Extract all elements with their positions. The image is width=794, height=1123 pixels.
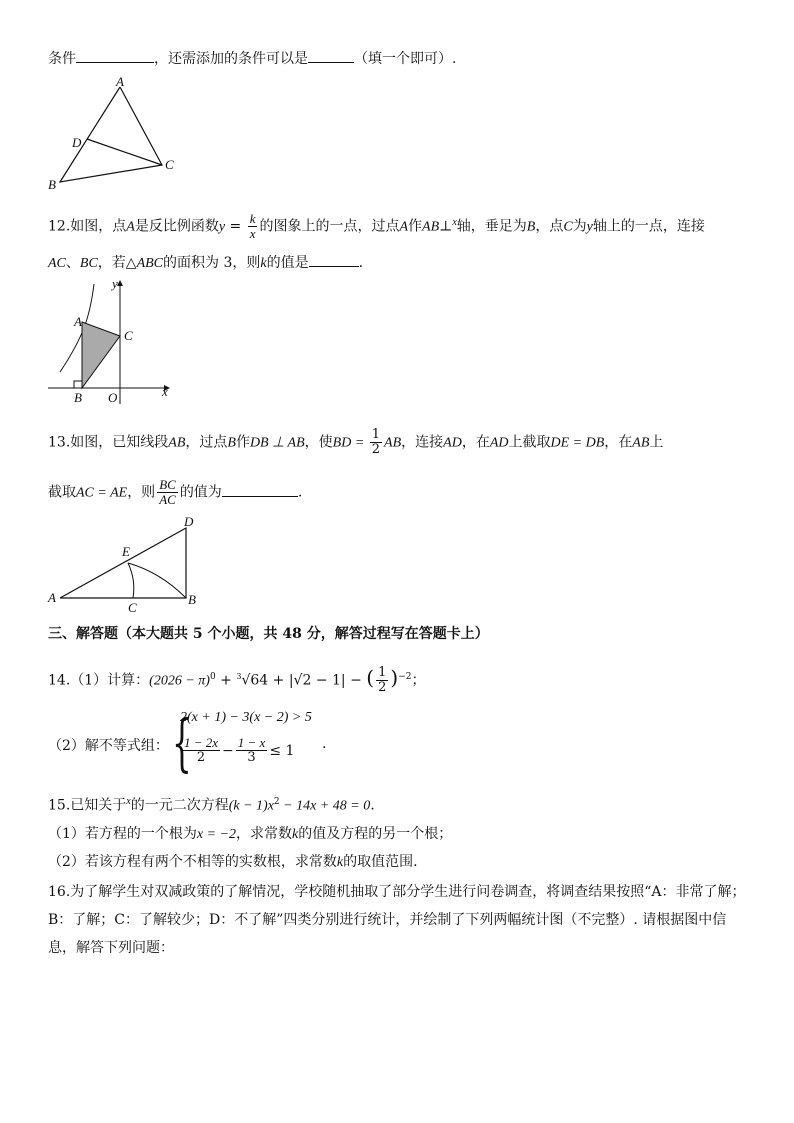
fraction-half [376, 666, 388, 695]
triangle-symbol: △ [125, 255, 137, 271]
q15-text: 的一元二次方程 [130, 797, 229, 814]
var-AD: AD [443, 435, 462, 451]
expr-ac-ae: AC = AE [76, 485, 128, 501]
frac-den: 2 [378, 680, 387, 695]
q15-text: 15.已知关于 [48, 797, 127, 814]
label-A: A [48, 590, 56, 605]
var-y: y [586, 219, 593, 235]
q12-text: 12.如图，点 [48, 218, 127, 235]
var-AB: AB [168, 435, 186, 451]
fraction [236, 736, 268, 765]
var-AB: AB [384, 435, 402, 451]
perp-symbol: ⊥ [439, 218, 453, 235]
q11-line [48, 48, 456, 69]
label-E: E [122, 544, 130, 559]
q15-text: ，求常数 [236, 826, 293, 842]
paren: ) [390, 665, 399, 690]
q12-line-1 [48, 212, 705, 241]
frac-den: 3 [247, 750, 256, 765]
frac-den: 2 [371, 442, 381, 457]
q12-text: ，若 [97, 255, 126, 271]
q13-text: . [297, 484, 303, 501]
var-B: B [526, 219, 536, 235]
q12-text: = [225, 218, 246, 235]
label-C: C [128, 600, 137, 615]
label-D: D [184, 514, 194, 529]
var-A: A [399, 219, 409, 235]
q12-text: 为 [572, 218, 587, 235]
var-k: k [292, 827, 299, 842]
frac-den: x [249, 226, 256, 241]
q12-text: 轴，垂足为 [456, 218, 527, 235]
var-AB: AB [422, 219, 440, 235]
q13-text: ，则 [127, 484, 156, 501]
q13-text: ，连接 [401, 434, 444, 451]
q15-text: . [370, 797, 375, 814]
frac-num: 1 [378, 665, 387, 680]
exponent: 2 [273, 797, 280, 807]
q14-text: ； [411, 672, 426, 689]
expr-de-db: DE = DB [550, 435, 605, 451]
equation: − 14x + 48 = 0 [279, 798, 371, 814]
expr-root: x = −2 [196, 827, 237, 842]
op: + [215, 672, 237, 689]
label-B: B [48, 177, 56, 192]
q13-text: 13.如图，已知线段 [48, 434, 169, 451]
label-D: D [72, 135, 82, 150]
frac-den: 2 [196, 750, 206, 765]
frac-num: 1 − 2x [184, 735, 219, 750]
fraction-half [370, 428, 382, 457]
q14-label: 14.（1）计算： [48, 672, 150, 689]
q11-text: 条件 [48, 51, 76, 67]
frac-den: AC [159, 492, 176, 507]
label-B: B [74, 390, 82, 405]
answer-blank[interactable] [76, 48, 154, 63]
answer-blank[interactable] [222, 482, 298, 497]
var-A: A [126, 219, 135, 235]
label-C: C [165, 157, 174, 172]
q16-line-1: 16.为了解学生对双减政策的了解情况，学校随机抽取了部分学生进行问卷调查，将调查结果按照“A：非常了解； [48, 884, 746, 900]
label-A: A [74, 314, 82, 329]
exponent: −2 [398, 671, 412, 682]
q11-text: （填一个即可）. [354, 51, 457, 67]
q13-line-1 [48, 428, 663, 457]
fraction [182, 736, 220, 765]
q15-text: 的取值范围. [343, 854, 418, 870]
var-k: k [336, 855, 344, 870]
answer-blank[interactable] [309, 252, 359, 267]
brace: { [172, 706, 192, 779]
q15-text: 的值及方程的另一个根； [298, 826, 453, 842]
q13-text: ，过点 [185, 434, 228, 451]
fraction-k-over-x [248, 212, 258, 241]
label-B: B [188, 592, 196, 607]
var-AB: AB [632, 435, 650, 451]
label-C: C [124, 328, 133, 343]
q13-line-2 [48, 478, 302, 507]
q12-text: ，点 [535, 218, 564, 235]
q13-text: ，使 [304, 434, 333, 451]
abs-expr: |√2 − 1| [288, 672, 346, 689]
figure-triangle-abc [40, 72, 190, 192]
q12-text: 的图象上的一点，过点 [259, 218, 400, 235]
frac-num: 1 − x [237, 735, 266, 750]
inequality-2 [180, 736, 294, 765]
section-heading: 三、解答题（本大题共 5 个小题，共 48 分，解答过程写在答题卡上） [48, 626, 489, 642]
q16-line-2: B：了解；C：了解较少；D：不了解”四类分别进行统计，并绘制了下列两幅统计图（不完整）. 请根据图中信 [48, 912, 727, 928]
q12-text: 、 [65, 255, 80, 271]
q13-text: 作 [235, 434, 250, 451]
q14-part1 [48, 666, 425, 695]
expr-bd: BD = [332, 435, 368, 451]
q15-text: （1）若方程的一个根为 [48, 826, 197, 842]
inequality-1: 2(x + 1) − 3(x − 2) > 5 [180, 710, 312, 725]
root-index: 3 [236, 671, 242, 681]
q16-line-3: 息，解答下列问题： [48, 940, 174, 956]
var-C: C [563, 219, 573, 235]
q12-text: 的面积为 3，则 [163, 255, 261, 271]
q12-line-2 [48, 252, 363, 274]
var-k: k [260, 256, 267, 271]
var-x: x [126, 796, 131, 807]
q13-text: 的值为 [179, 484, 222, 501]
q12-text: 是反比例函数 [134, 218, 219, 235]
frac-num: k [249, 211, 256, 226]
op: − [222, 742, 234, 759]
label-A: A [116, 74, 124, 89]
q14-part2-label: （2）解不等式组： [48, 738, 169, 754]
q12-text: . [358, 255, 364, 271]
var-B: B [227, 435, 236, 451]
q15-part1 [48, 824, 452, 845]
q13-text: 上 [649, 434, 664, 451]
paren: ( [366, 665, 375, 690]
var-AC: AC [48, 256, 66, 271]
cube-root-64: √64 [241, 672, 269, 689]
label-x: x [162, 384, 168, 399]
q11-text: ，还需添加的条件可以是 [154, 51, 308, 67]
expr-2026-minus-pi: (2026 − π) [149, 673, 210, 689]
figure-segment-construction [40, 512, 210, 616]
var-ABC: ABC [136, 256, 164, 271]
q15-text: （2）若该方程有两个不相等的实数根，求常数 [48, 854, 337, 870]
exponent: 0 [209, 671, 216, 682]
label-O: O [108, 390, 118, 405]
q12-text: 的值是 [266, 255, 309, 271]
op: ≤ 1 [269, 742, 295, 759]
q13-text: 截取 [48, 484, 76, 501]
op: − [345, 672, 367, 689]
frac-num: BC [159, 477, 176, 492]
q12-text: 轴上的一点，连接 [592, 218, 705, 235]
fraction-bc-ac [157, 478, 178, 507]
answer-blank[interactable] [308, 48, 354, 63]
q14-text: . [322, 736, 327, 752]
label-y: y [112, 276, 118, 291]
op: + [268, 672, 289, 689]
q15-part2 [48, 852, 418, 873]
q13-text: ，在 [604, 434, 633, 451]
equation: (k − 1)x [228, 798, 274, 814]
q13-text: 上截取 [508, 434, 551, 451]
var-AD: AD [489, 435, 509, 451]
expr-db-perp-ab: DB ⊥ AB [249, 435, 305, 451]
figure-inverse-function [40, 276, 180, 408]
q12-text: 作 [408, 218, 423, 235]
var-y: y [218, 219, 226, 235]
q13-text: ，在 [461, 434, 490, 451]
frac-num: 1 [371, 427, 381, 442]
var-x: x [452, 216, 457, 228]
q15-stem [48, 792, 375, 817]
var-BC: BC [79, 256, 98, 271]
